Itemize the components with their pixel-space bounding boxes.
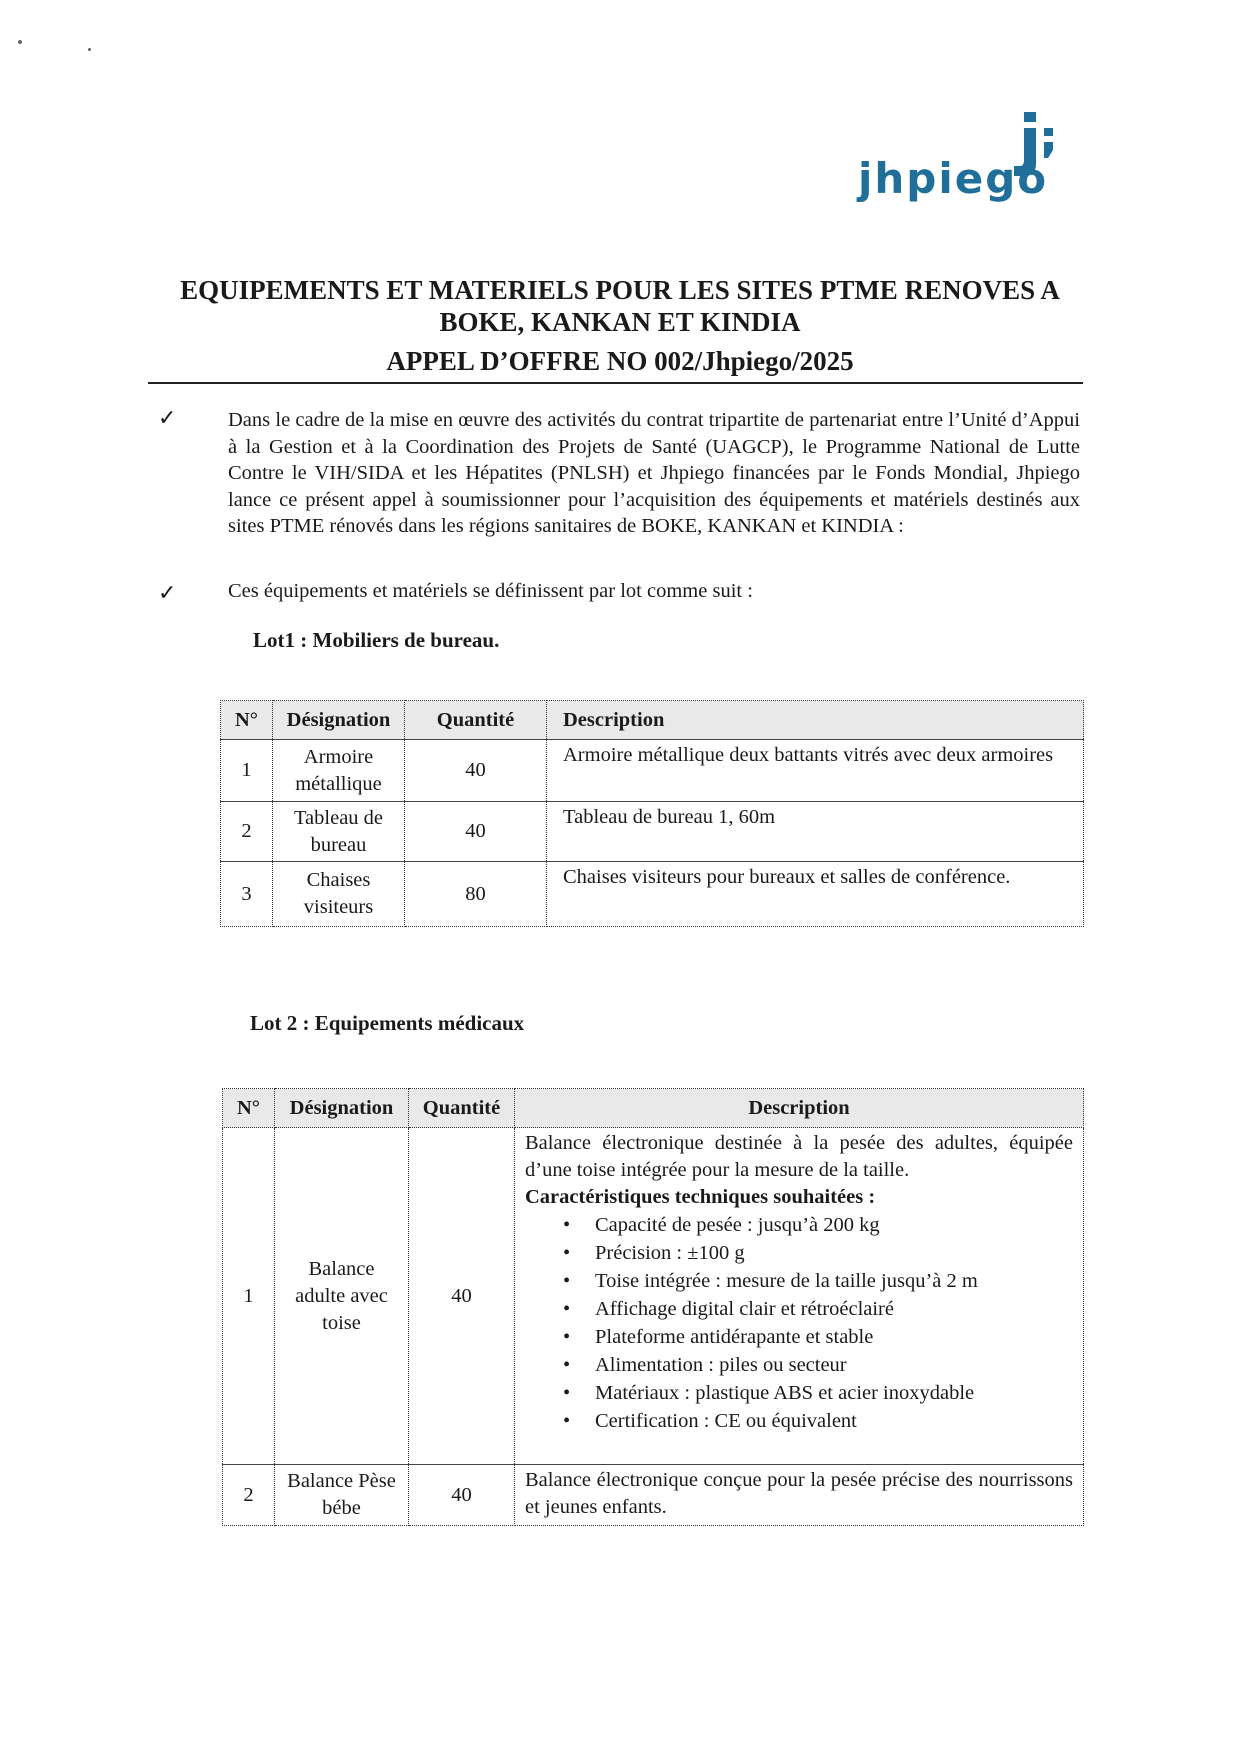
row-number: 2	[223, 1465, 275, 1526]
row-quantity: 40	[405, 802, 547, 862]
jhpiego-logo	[858, 110, 1078, 210]
lot1-table	[220, 700, 1084, 927]
title-divider	[148, 382, 1083, 384]
col-number: N°	[223, 1089, 275, 1128]
table-row	[223, 1128, 1084, 1465]
row-number: 2	[221, 802, 273, 862]
spec-item: • Capacité de pesée : jusqu’à 200 kg	[595, 1211, 1073, 1239]
scan-speck	[88, 48, 91, 51]
row-quantity: 40	[409, 1128, 515, 1465]
spec-item: • Toise intégrée : mesure de la taille jusqu’à 2 m	[595, 1267, 1073, 1295]
checkmark-icon: ✓	[158, 405, 177, 430]
lot1-heading: Lot1 : Mobiliers de bureau.	[253, 628, 500, 652]
col-number: N°	[221, 701, 273, 740]
tender-reference: APPEL D’OFFRE NO 002/Jhpiego/2025	[386, 346, 854, 376]
spec-item: • Certification : CE ou équivalent	[595, 1407, 1073, 1435]
row-number: 3	[221, 862, 273, 927]
intro-paragraph: Dans le cadre de la mise en œuvre des activités du contrat tripartite de partenariat entre l’Unité d’Appui à la Gestion et à la Coordination des Projets de Santé (UAGCP), le Programme National de Lutte Contre le VIH/SIDA et les Hépatites (PNLSH) et Jhpiego financées par le Fonds Mondial, Jhpiego lance ce présent appel à soumissionner pour l’acquisition des équipements et matériels destinés aux sites PTME rénovés dans les régions sanitaires de BOKE, KANKAN et KINDIA :	[228, 409, 1080, 537]
row-quantity: 80	[405, 862, 547, 927]
table-row	[221, 862, 1084, 927]
lot2-table	[222, 1088, 1084, 1526]
col-quantity: Quantité	[405, 701, 547, 740]
col-designation: Désignation	[275, 1089, 409, 1128]
row-designation: Balance adulte avec toise	[275, 1128, 409, 1465]
specs-list	[525, 1211, 1073, 1435]
row-designation: Tableau de bureau	[273, 802, 405, 862]
table-row	[223, 1465, 1084, 1526]
col-description: Description	[515, 1089, 1084, 1128]
document-title	[140, 274, 1100, 338]
row-designation: Chaises visiteurs	[273, 862, 405, 927]
spec-item: • Affichage digital clair et rétroéclairé	[595, 1295, 1073, 1323]
row-description: Armoire métallique deux battants vitrés avec deux armoires	[547, 740, 1084, 802]
lot2-heading: Lot 2 : Equipements médicaux	[250, 1011, 525, 1035]
row-designation: Armoire métallique	[273, 740, 405, 802]
row-quantity: 40	[409, 1465, 515, 1526]
specs-heading: Caractéristiques techniques souhaitées :	[525, 1186, 876, 1208]
title-line-1: EQUIPEMENTS ET MATERIELS POUR LES SITES PTME RENOVES A	[180, 275, 1060, 305]
spec-item: • Plateforme antidérapante et stable	[595, 1323, 1073, 1351]
row-description	[515, 1128, 1084, 1465]
col-description: Description	[547, 701, 1084, 740]
description-text: Balance électronique destinée à la pesée des adultes, équipée d’une toise intégrée pour la mesure de la taille.	[525, 1132, 1073, 1181]
col-quantity: Quantité	[409, 1089, 515, 1128]
spec-item: • Alimentation : piles ou secteur	[595, 1351, 1073, 1379]
checkmark-icon: ✓	[158, 580, 177, 605]
lots-intro: Ces équipements et matériels se définissent par lot comme suit :	[228, 580, 753, 602]
spec-item: • Matériaux : plastique ABS et acier inoxydable	[595, 1379, 1073, 1407]
row-number: 1	[223, 1128, 275, 1465]
table-row	[221, 802, 1084, 862]
row-number: 1	[221, 740, 273, 802]
table-row	[221, 740, 1084, 802]
row-description: Tableau de bureau 1, 60m	[547, 802, 1084, 862]
table-header-row	[221, 701, 1084, 740]
scan-speck	[18, 40, 22, 44]
col-designation: Désignation	[273, 701, 405, 740]
row-quantity: 40	[405, 740, 547, 802]
row-description: Chaises visiteurs pour bureaux et salles de conférence.	[547, 862, 1084, 927]
spec-item: • Précision : ±100 g	[595, 1239, 1073, 1267]
row-description: Balance électronique conçue pour la pesée précise des nourrissons et jeunes enfants.	[515, 1465, 1084, 1526]
title-line-2: BOKE, KANKAN ET KINDIA	[439, 307, 801, 337]
table-header-row	[223, 1089, 1084, 1128]
logo-wordmark: jhpiego	[858, 154, 1049, 203]
row-designation: Balance Pèse bébe	[275, 1465, 409, 1526]
